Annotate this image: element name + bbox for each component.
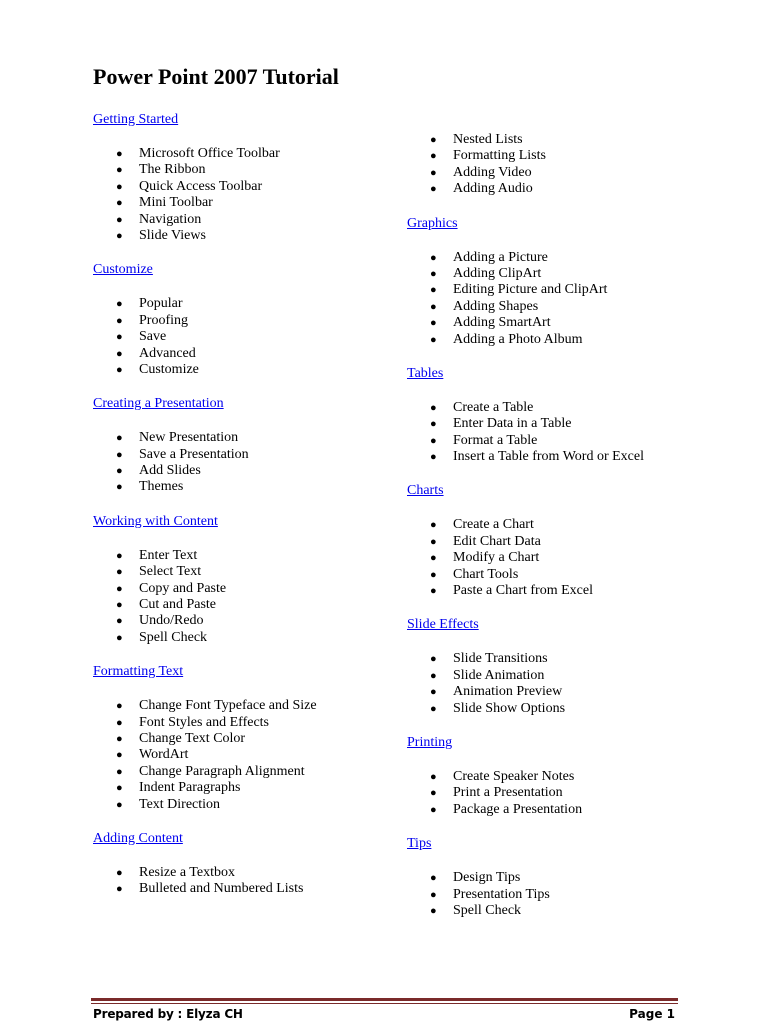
list-item (407, 517, 737, 533)
bullet-icon: ● (430, 333, 437, 346)
topic-list (407, 769, 737, 818)
list-item (93, 313, 383, 329)
bullet-icon: ● (116, 549, 123, 562)
bullet-icon: ● (430, 552, 437, 565)
list-item (93, 764, 383, 780)
list-item-label: Adding a Photo Album (453, 331, 583, 347)
list-item (93, 228, 383, 244)
bullet-icon: ● (430, 702, 437, 715)
list-item-label: Enter Text (139, 547, 198, 563)
list-item-label: Adding SmartArt (453, 315, 551, 331)
bullet-icon: ● (116, 615, 123, 628)
list-item-label: Slide Transitions (453, 651, 548, 667)
list-item (93, 329, 383, 345)
list-item-label: Enter Data in a Table (453, 416, 572, 432)
list-item (93, 564, 383, 580)
bullet-icon: ● (430, 267, 437, 280)
bullet-icon: ● (430, 519, 437, 532)
list-item (93, 463, 383, 479)
topic-list (407, 132, 737, 198)
footer-page-number: Page 1 (629, 1007, 675, 1021)
list-item-label: Save a Presentation (139, 446, 249, 462)
section-link-working-with-content[interactable]: Working with Content (93, 513, 218, 529)
list-item-label: Format a Table (453, 432, 538, 448)
list-item-label: Copy and Paste (139, 580, 227, 596)
list-item-label: Create a Chart (453, 517, 534, 533)
left-column (93, 112, 383, 916)
list-item (407, 903, 737, 919)
bullet-icon: ● (430, 904, 437, 917)
list-item (93, 698, 383, 714)
bullet-icon: ● (430, 568, 437, 581)
topic-list (407, 517, 737, 599)
bullet-icon: ● (116, 465, 123, 478)
bullet-icon: ● (430, 401, 437, 414)
bullet-icon: ● (116, 213, 123, 226)
list-item-label: Change Text Color (139, 730, 246, 746)
list-item (407, 802, 737, 818)
bullet-icon: ● (430, 888, 437, 901)
list-item-label: Adding Audio (453, 181, 533, 197)
bullet-icon: ● (116, 883, 123, 896)
bullet-icon: ● (116, 798, 123, 811)
list-item (407, 583, 737, 599)
list-item (407, 887, 737, 903)
bullet-icon: ● (116, 448, 123, 461)
list-item (93, 865, 383, 881)
topic-list (93, 548, 383, 646)
bullet-icon: ● (116, 566, 123, 579)
list-item-label: Paste a Chart from Excel (453, 583, 593, 599)
bullet-icon: ● (116, 582, 123, 595)
list-item (93, 747, 383, 763)
list-item-label: Text Direction (139, 796, 221, 812)
bullet-icon: ● (116, 765, 123, 778)
footer-author: Prepared by : Elyza CH (93, 1007, 243, 1021)
section-link-formatting-text[interactable]: Formatting Text (93, 664, 184, 680)
bullet-icon: ● (116, 716, 123, 729)
bullet-icon: ● (430, 434, 437, 447)
list-item (93, 797, 383, 813)
list-item (93, 479, 383, 495)
section-link-tables[interactable]: Tables (407, 365, 444, 381)
list-item (407, 332, 737, 348)
bullet-icon: ● (430, 284, 437, 297)
section-link-tips[interactable]: Tips (407, 836, 432, 852)
list-item-label: Change Font Typeface and Size (139, 698, 317, 714)
list-item (93, 346, 383, 362)
bullet-icon: ● (430, 770, 437, 783)
bullet-icon: ● (430, 134, 437, 146)
list-item (407, 870, 737, 886)
bullet-icon: ● (116, 432, 123, 445)
list-item-label: Cut and Paste (139, 597, 216, 613)
list-item (407, 433, 737, 449)
section-link-getting-started[interactable]: Getting Started (93, 112, 179, 127)
bullet-icon: ● (430, 166, 437, 179)
list-item-label: Customize (139, 361, 199, 377)
list-item-label: The Ribbon (139, 162, 206, 178)
list-item (407, 416, 737, 432)
topic-list (407, 400, 737, 466)
list-item-label: Spell Check (453, 902, 522, 918)
list-item (93, 780, 383, 796)
bullet-icon: ● (116, 314, 123, 327)
bullet-icon: ● (116, 599, 123, 612)
list-item-label: Slide Show Options (453, 700, 566, 716)
topic-list (93, 296, 383, 378)
bullet-icon: ● (430, 183, 437, 196)
bullet-icon: ● (116, 732, 123, 745)
list-item-label: Themes (139, 479, 184, 495)
list-item (407, 315, 737, 331)
list-item-label: Create Speaker Notes (453, 768, 575, 784)
list-item (407, 148, 737, 164)
list-item (93, 581, 383, 597)
list-item-label: Modify a Chart (453, 550, 540, 566)
list-item (407, 534, 737, 550)
list-item (407, 299, 737, 315)
list-item-label: Adding a Picture (453, 249, 548, 265)
bullet-icon: ● (116, 631, 123, 644)
list-item (93, 881, 383, 897)
list-item-label: Indent Paragraphs (139, 780, 241, 796)
list-item (93, 597, 383, 613)
section-link-graphics[interactable]: Graphics (407, 215, 458, 231)
bullet-icon: ● (430, 585, 437, 598)
list-item-label: Resize a Textbox (139, 864, 235, 880)
list-item (93, 715, 383, 731)
list-item-label: Navigation (139, 211, 202, 227)
list-item-label: Bulleted and Numbered Lists (139, 881, 304, 897)
list-item (93, 212, 383, 228)
footer-rule-thin (91, 1003, 678, 1004)
bullet-icon: ● (116, 363, 123, 376)
list-item (93, 731, 383, 747)
list-item (407, 266, 737, 282)
list-item (407, 282, 737, 298)
list-item-label: Print a Presentation (453, 785, 563, 801)
list-item (407, 449, 737, 465)
topic-list (93, 146, 383, 244)
list-item-label: Add Slides (139, 463, 201, 479)
bullet-icon: ● (116, 229, 123, 242)
section-link-charts[interactable]: Charts (407, 483, 444, 499)
list-item (407, 684, 737, 700)
list-item-label: Mini Toolbar (139, 195, 213, 211)
list-item-label: Select Text (139, 564, 202, 580)
list-item (407, 769, 737, 785)
bullet-icon: ● (430, 653, 437, 666)
bullet-icon: ● (116, 866, 123, 879)
list-item (93, 179, 383, 195)
topic-list (407, 651, 737, 717)
list-item-label: Nested Lists (453, 132, 523, 147)
list-item (407, 701, 737, 717)
list-item-label: Advanced (139, 345, 196, 361)
bullet-icon: ● (116, 700, 123, 713)
list-item (93, 195, 383, 211)
bullet-icon: ● (430, 451, 437, 464)
list-item-label: Quick Access Toolbar (139, 178, 263, 194)
bullet-icon: ● (116, 164, 123, 177)
bullet-icon: ● (430, 317, 437, 330)
section-link-printing[interactable]: Printing (407, 734, 453, 750)
list-item (407, 651, 737, 667)
list-item-label: Edit Chart Data (453, 533, 541, 549)
bullet-icon: ● (116, 782, 123, 795)
topic-list (93, 865, 383, 898)
list-item-label: Font Styles and Effects (139, 714, 270, 730)
list-item-label: Adding Video (453, 164, 532, 180)
list-item-label: Editing Picture and ClipArt (453, 282, 608, 298)
page-title: Power Point 2007 Tutorial (93, 64, 339, 89)
list-item-label: Package a Presentation (453, 801, 583, 817)
section-link-slide-effects[interactable]: Slide Effects (407, 617, 479, 633)
list-item-label: Microsoft Office Toolbar (139, 146, 280, 161)
bullet-icon: ● (430, 300, 437, 313)
list-item-label: Save (139, 329, 167, 345)
list-item (407, 165, 737, 181)
list-item-label: New Presentation (139, 430, 239, 446)
bullet-icon: ● (116, 298, 123, 311)
list-item-label: Slide Animation (453, 667, 545, 683)
list-item-label: Adding ClipArt (453, 265, 542, 281)
list-item (93, 296, 383, 312)
right-column (407, 132, 737, 937)
list-item-label: Slide Views (139, 227, 206, 243)
list-item (407, 400, 737, 416)
list-item (407, 668, 737, 684)
list-item (407, 132, 737, 148)
list-item (407, 250, 737, 266)
list-item (93, 146, 383, 162)
list-item-label: Chart Tools (453, 566, 519, 582)
bullet-icon: ● (430, 251, 437, 264)
topic-list (407, 870, 737, 919)
list-item-label: Design Tips (453, 870, 521, 886)
list-item (93, 430, 383, 446)
list-item-label: Presentation Tips (453, 886, 550, 902)
list-item-label: Spell Check (139, 629, 208, 645)
list-item-label: Create a Table (453, 399, 534, 415)
list-item (407, 550, 737, 566)
bullet-icon: ● (430, 803, 437, 816)
list-item-label: Undo/Redo (139, 613, 204, 629)
list-item (407, 785, 737, 801)
bullet-icon: ● (116, 180, 123, 193)
list-item (93, 630, 383, 646)
bullet-icon: ● (430, 669, 437, 682)
list-item (407, 567, 737, 583)
list-item-label: Animation Preview (453, 684, 563, 700)
section-link-customize[interactable]: Customize (93, 262, 153, 278)
list-item (93, 548, 383, 564)
topic-list (93, 430, 383, 496)
topic-list (93, 698, 383, 813)
list-item-label: Popular (139, 296, 183, 312)
bullet-icon: ● (430, 787, 437, 800)
list-item-label: Proofing (139, 312, 188, 328)
bullet-icon: ● (430, 418, 437, 431)
bullet-icon: ● (430, 535, 437, 548)
bullet-icon: ● (430, 686, 437, 699)
bullet-icon: ● (116, 197, 123, 210)
list-item (93, 613, 383, 629)
list-item (93, 362, 383, 378)
list-item-label: Insert a Table from Word or Excel (453, 449, 644, 465)
section-link-adding-content[interactable]: Adding Content (93, 830, 183, 846)
list-item-label: Adding Shapes (453, 298, 539, 314)
list-item-label: Formatting Lists (453, 148, 546, 164)
bullet-icon: ● (116, 481, 123, 494)
list-item (93, 162, 383, 178)
list-item (407, 181, 737, 197)
list-item (93, 447, 383, 463)
list-item-label: Change Paragraph Alignment (139, 763, 305, 779)
topic-list (407, 250, 737, 348)
section-link-creating-a-presentation[interactable]: Creating a Presentation (93, 396, 224, 412)
footer-rule (91, 998, 678, 1001)
bullet-icon: ● (116, 331, 123, 344)
bullet-icon: ● (116, 347, 123, 360)
bullet-icon: ● (116, 749, 123, 762)
list-item-label: WordArt (139, 747, 189, 763)
bullet-icon: ● (430, 150, 437, 163)
bullet-icon: ● (116, 148, 123, 160)
bullet-icon: ● (430, 872, 437, 885)
